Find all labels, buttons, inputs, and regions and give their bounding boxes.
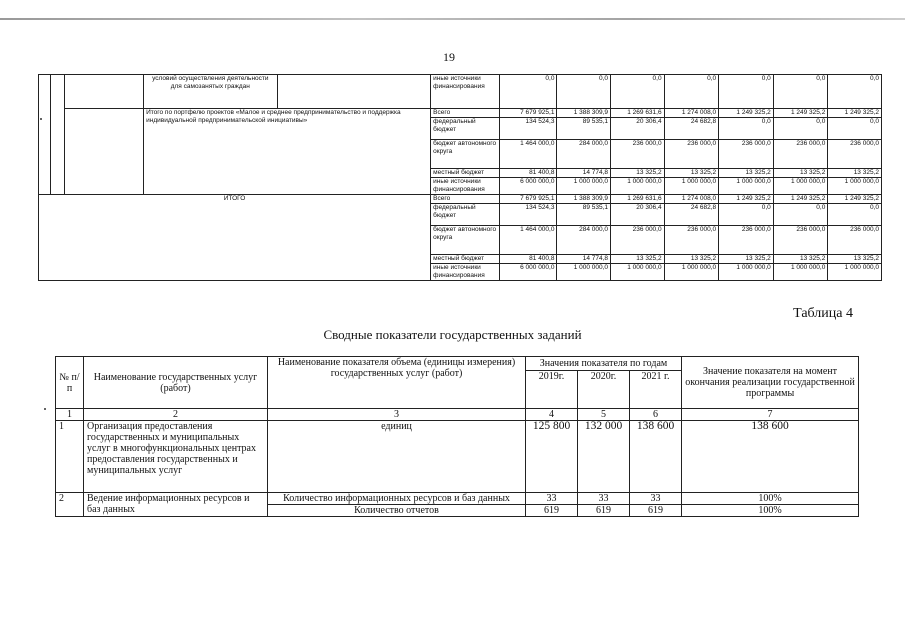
table-row [39, 109, 882, 118]
blank-cell [39, 75, 51, 195]
final-value: 138 600 [682, 421, 859, 493]
header-indicator: Наименование показателя объема (единицы измерения) государственных услуг (работ) [268, 357, 526, 409]
value-cell: 236 000,0 [719, 226, 774, 255]
value-cell: 236 000,0 [773, 226, 828, 255]
value-cell: 13 325,2 [611, 169, 665, 178]
value-cell: 0,0 [773, 75, 828, 109]
blank-cell [65, 75, 144, 109]
value-cell: 1 464 000,0 [499, 226, 557, 255]
value-cell: 24 682,8 [664, 118, 719, 140]
value-cell: 236 000,0 [719, 140, 774, 169]
value-cell: 1 464 000,0 [499, 140, 557, 169]
value-cell: 236 000,0 [611, 140, 665, 169]
state-assignments-table [55, 356, 859, 517]
table-row [56, 421, 859, 493]
value-cell: 7 679 925,1 [499, 195, 557, 204]
value-cell: 24 682,8 [664, 204, 719, 226]
service-name: Организация предоставления государственных и муниципальных услуг в многофункциональных центрах предоставления государственных и муниципальных услуг [84, 421, 268, 493]
value-cell: 1 274 008,0 [664, 195, 719, 204]
value-cell: 236 000,0 [773, 140, 828, 169]
value-cell: 236 000,0 [828, 226, 882, 255]
funding-source: местный бюджет [431, 255, 500, 264]
value-cell: 1 000 000,0 [664, 178, 719, 195]
value-cell: 81 400,8 [499, 255, 557, 264]
indicator-name: Количество информационных ресурсов и баз данных [268, 493, 526, 505]
value-2021: 138 600 [630, 421, 682, 493]
value-cell: 89 535,1 [557, 204, 611, 226]
value-cell: 1 000 000,0 [828, 178, 882, 195]
table-row [39, 195, 882, 204]
scan-artifact-line [0, 18, 905, 20]
value-cell: 236 000,0 [611, 226, 665, 255]
value-cell: 20 306,4 [611, 118, 665, 140]
value-2020: 619 [578, 505, 630, 517]
funding-source: федеральный бюджет [431, 204, 500, 226]
value-cell: 1 274 008,0 [664, 109, 719, 118]
value-cell: 89 535,1 [557, 118, 611, 140]
value-cell: 13 325,2 [719, 169, 774, 178]
value-cell: 13 325,2 [664, 255, 719, 264]
value-2021: 33 [630, 493, 682, 505]
value-cell: 1 249 325,2 [719, 195, 774, 204]
column-number-row [56, 409, 859, 421]
value-cell: 0,0 [828, 118, 882, 140]
value-2019: 125 800 [526, 421, 578, 493]
value-cell: 13 325,2 [611, 255, 665, 264]
value-cell: 0,0 [664, 75, 719, 109]
value-cell: 13 325,2 [773, 255, 828, 264]
value-cell: 0,0 [828, 204, 882, 226]
value-cell: 236 000,0 [828, 140, 882, 169]
value-cell: 1 249 325,2 [773, 109, 828, 118]
value-cell: 1 000 000,0 [611, 178, 665, 195]
header-year-2020: 2020г. [578, 371, 630, 409]
funding-source: местный бюджет [431, 169, 500, 178]
final-value: 100% [682, 493, 859, 505]
funding-source: Всего [431, 109, 500, 118]
col-number: 6 [630, 409, 682, 421]
page-number: 19 [443, 50, 455, 64]
value-cell: 14 774,8 [557, 255, 611, 264]
value-cell: 1 000 000,0 [664, 264, 719, 281]
value-cell: 1 388 309,9 [557, 109, 611, 118]
col-number: 4 [526, 409, 578, 421]
value-cell: 1 000 000,0 [773, 264, 828, 281]
col-number: 2 [84, 409, 268, 421]
total-label: ИТОГО [39, 195, 431, 281]
value-cell: 1 000 000,0 [557, 264, 611, 281]
value-cell: 1 388 309,9 [557, 195, 611, 204]
blank-cell [277, 75, 431, 109]
value-cell: 1 249 325,2 [773, 195, 828, 204]
value-cell: 1 000 000,0 [828, 264, 882, 281]
value-cell: 236 000,0 [664, 226, 719, 255]
header-final-value: Значение показателя на момент окончания реализации государственной программы [682, 357, 859, 409]
value-cell: 1 269 631,6 [611, 195, 665, 204]
value-cell: 0,0 [828, 75, 882, 109]
value-2020: 33 [578, 493, 630, 505]
scan-speck [44, 408, 46, 410]
header-year-2021: 2021 г. [630, 371, 682, 409]
value-cell: 1 000 000,0 [611, 264, 665, 281]
value-cell: 1 249 325,2 [828, 195, 882, 204]
value-cell: 6 000 000,0 [499, 264, 557, 281]
value-2020: 132 000 [578, 421, 630, 493]
value-cell: 0,0 [719, 204, 774, 226]
blank-cell [65, 109, 144, 195]
col-number: 5 [578, 409, 630, 421]
blank-cell [51, 75, 65, 195]
value-cell: 1 000 000,0 [719, 264, 774, 281]
funding-source: иные источники финансирования [431, 178, 500, 195]
funding-source: бюджет автономного округа [431, 140, 500, 169]
value-cell: 7 679 925,1 [499, 109, 557, 118]
value-cell: 81 400,8 [499, 169, 557, 178]
header-year-2019: 2019г. [526, 371, 578, 409]
final-value: 100% [682, 505, 859, 517]
value-cell: 0,0 [557, 75, 611, 109]
header-service: Наименование государственных услуг (работ) [84, 357, 268, 409]
table-row [39, 75, 882, 109]
value-cell: 284 000,0 [557, 140, 611, 169]
value-2019: 33 [526, 493, 578, 505]
funding-source: бюджет автономного округа [431, 226, 500, 255]
header-values-group: Значения показателя по годам [526, 357, 682, 371]
table-title: Сводные показатели государственных заданий [323, 327, 582, 342]
funding-source: федеральный бюджет [431, 118, 500, 140]
value-cell: 236 000,0 [664, 140, 719, 169]
value-cell: 0,0 [719, 75, 774, 109]
table-row [56, 493, 859, 505]
value-cell: 284 000,0 [557, 226, 611, 255]
value-cell: 13 325,2 [828, 169, 882, 178]
value-cell: 0,0 [611, 75, 665, 109]
value-cell: 1 000 000,0 [557, 178, 611, 195]
value-cell: 13 325,2 [773, 169, 828, 178]
value-cell: 6 000 000,0 [499, 178, 557, 195]
table-caption: Таблица 4 [793, 306, 853, 321]
value-cell: 1 249 325,2 [719, 109, 774, 118]
financing-table [38, 74, 882, 281]
value-cell: 1 000 000,0 [719, 178, 774, 195]
funding-source: иные источники финансирования [431, 75, 500, 109]
value-cell: 134 524,3 [499, 118, 557, 140]
value-2019: 619 [526, 505, 578, 517]
value-cell: 0,0 [773, 118, 828, 140]
indicator-name: единиц [268, 421, 526, 493]
value-cell: 14 774,8 [557, 169, 611, 178]
value-cell: 1 000 000,0 [773, 178, 828, 195]
value-cell: 1 269 631,6 [611, 109, 665, 118]
value-cell: 13 325,2 [719, 255, 774, 264]
col-number: 3 [268, 409, 526, 421]
funding-source: Всего [431, 195, 500, 204]
value-cell: 20 306,4 [611, 204, 665, 226]
value-cell: 1 249 325,2 [828, 109, 882, 118]
value-cell: 13 325,2 [664, 169, 719, 178]
service-name: Ведение информационных ресурсов и баз данных [84, 493, 268, 517]
value-cell: 0,0 [499, 75, 557, 109]
scan-speck [40, 118, 42, 120]
indicator-name: Количество отчетов [268, 505, 526, 517]
row-number: 2 [56, 493, 84, 517]
value-cell: 13 325,2 [828, 255, 882, 264]
project-description: условий осуществления деятельности для самозанятых граждан [144, 75, 277, 109]
row-number: 1 [56, 421, 84, 493]
col-number: 1 [56, 409, 84, 421]
value-cell: 0,0 [719, 118, 774, 140]
value-2021: 619 [630, 505, 682, 517]
col-number: 7 [682, 409, 859, 421]
value-cell: 0,0 [773, 204, 828, 226]
header-num: № п/п [56, 357, 84, 409]
portfolio-label: Итого по портфелю проектов «Малое и среднее предпринимательство и поддержка индивидуальной предпринимательской инициативы» [144, 109, 431, 195]
funding-source: иные источники финансирования [431, 264, 500, 281]
value-cell: 134 524,3 [499, 204, 557, 226]
